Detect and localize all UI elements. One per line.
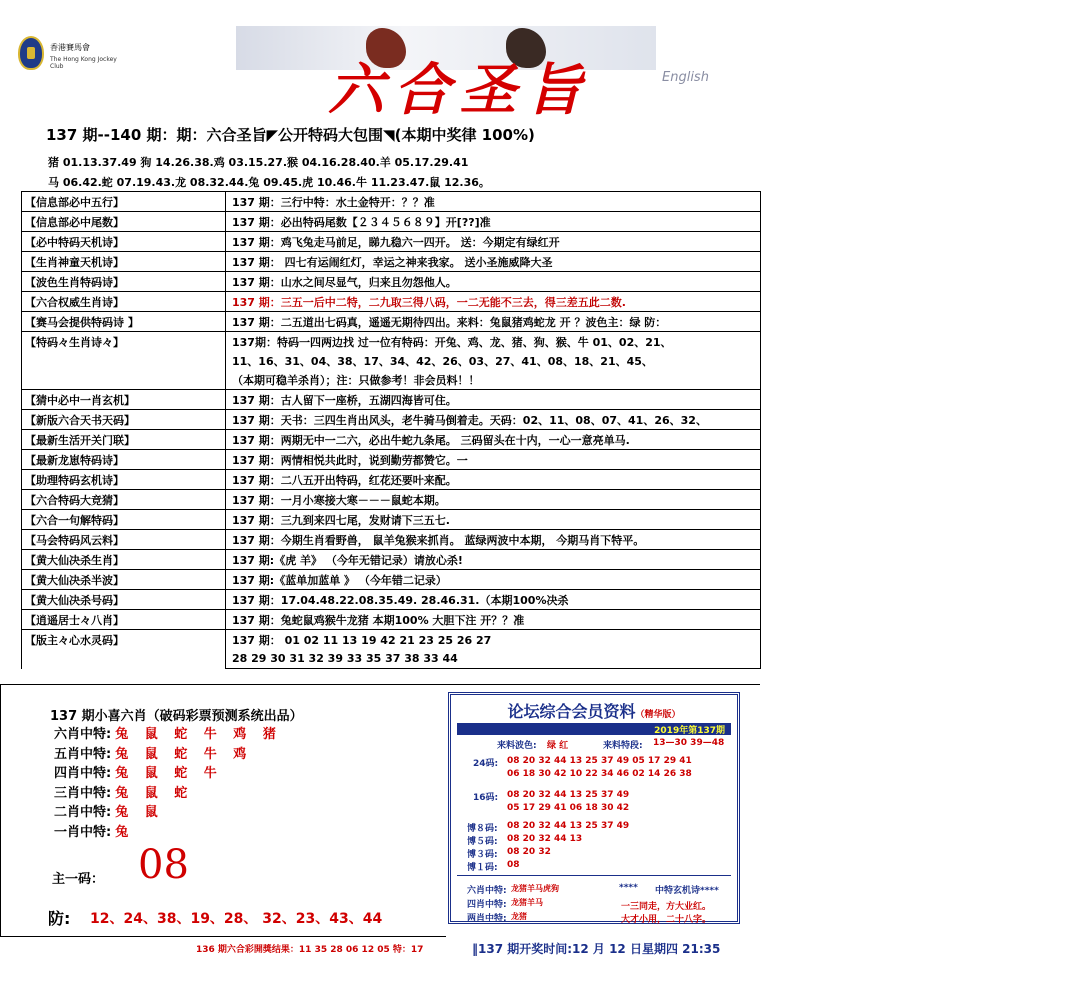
six-zodiac-title: 137 期小喜六肖（破码彩票预测系统出品） (50, 709, 303, 724)
table-row (22, 272, 761, 292)
table-row (22, 410, 761, 430)
four-zodiac-value: 龙猪羊马 (511, 898, 543, 907)
page-headline: 137 期--140 期：期：六合圣旨◤公开特码大包围◥(本期中奖律 100%) (46, 126, 535, 144)
color-label: 来料波色: (497, 741, 537, 751)
row-label: 【生肖神童天机诗】 (22, 252, 226, 272)
row-label: 【波色生肖特码诗】 (22, 272, 226, 292)
row-value: 137 期：两期无中一二六，必出牛蛇九条尾。 三码留头在十内，一心一意亮单马. (226, 430, 761, 450)
table-row (22, 550, 761, 570)
zodiac-prediction-label: 一肖中特: (54, 824, 112, 840)
banner (236, 26, 656, 123)
color-value: 绿 红 (547, 741, 569, 751)
section-left-border (0, 684, 1, 937)
zodiac-prediction-value: 兔 鼠 蛇 牛 鸡 猪 (115, 727, 282, 742)
two-zodiac-label: 两肖中特: (467, 914, 507, 924)
zodiac-prediction-value: 兔 鼠 蛇 (115, 785, 194, 801)
row-value: 137 期:《虎 羊》 （今年无错记录）请放心杀! (226, 550, 761, 570)
row-value: 137 期：鸡飞兔走马前足，睇九稳六一四开。 送：今期定有绿红开 (226, 232, 761, 252)
logo-english-name: The Hong Kong Jockey Club (50, 56, 117, 70)
table-row (22, 649, 761, 669)
row-label: 【信息部必中五行】 (22, 192, 226, 212)
bet1-codes: 08 (507, 860, 520, 870)
row-value: 137 期：17.04.48.22.08.35.49. 28.46.31.（本期100%决杀 (226, 590, 761, 610)
table-row (22, 570, 761, 590)
table-row (22, 232, 761, 252)
table-row (22, 630, 761, 650)
row-label: 【六合特码大竞猜】 (22, 490, 226, 510)
english-link[interactable]: English (662, 70, 709, 85)
table-row (22, 430, 761, 450)
zodiac-prediction-value: 兔 鼠 蛇 牛 (115, 766, 223, 781)
forum-title-sub: （精华版） (635, 710, 681, 720)
table-row (22, 390, 761, 410)
table-row (22, 610, 761, 630)
jockey-club-badge-icon (18, 36, 44, 70)
row-label: 【最新生活开关门联】 (22, 430, 226, 450)
row-value: 137 期： 01 02 11 13 19 42 21 23 25 26 27 (226, 630, 761, 650)
bet3-label: 博３码: (467, 850, 498, 860)
row-value: 137 期：今期生肖看野兽， 鼠羊兔猴来抓肖。 蓝绿两波中本期， 今期马肖下特平。 (226, 530, 761, 550)
row-label: 【六合权威生肖诗】 (22, 292, 226, 312)
zodiac-prediction-row (54, 723, 282, 742)
prediction-table (21, 191, 761, 669)
codes24-label: 24码: (473, 759, 499, 769)
table-row (22, 192, 761, 212)
zodiac-prediction-row (54, 743, 252, 762)
row-label: 【助理特码玄机诗】 (22, 470, 226, 490)
zodiac-prediction-label: 五肖中特: (54, 746, 112, 762)
table-row (22, 530, 761, 550)
table-row (22, 252, 761, 272)
bet5-label: 博５码: (467, 837, 498, 847)
table-row (22, 510, 761, 530)
row-value: 137 期：三九到来四七尾，发财请下三五七. (226, 510, 761, 530)
table-row (22, 312, 761, 332)
main-code: 08 (138, 842, 189, 888)
zodiac-numbers-line-1: 猪 01.13.37.49 狗 14.26.38.鸡 03.15.27.猴 04.16.28.40.羊 05.17.29.41 (48, 156, 469, 169)
draw-time: ‖137 期开奖时间:12 月 12 日星期四 21:35 (472, 942, 721, 956)
bet8-codes: 08 20 32 44 13 25 37 49 (507, 821, 630, 831)
bet3-codes: 08 20 32 (507, 847, 551, 857)
table-row (22, 332, 761, 352)
zodiac-prediction-value: 兔 (115, 824, 135, 840)
four-zodiac-label: 四肖中特: (467, 900, 507, 910)
defense-label: 防: (48, 909, 71, 928)
six-zodiac-value: 龙猪羊马虎狗 (511, 884, 559, 893)
row-value: 137 期：一月小寒接大寒－－－鼠蛇本期。 (226, 490, 761, 510)
codes16-label: 16码: (473, 793, 499, 803)
row-label: 【逍遥居士々八肖】 (22, 610, 226, 630)
row-value: 137 期：两情相悦共此时，说到勤劳都赞它。一 (226, 450, 761, 470)
row-label: 【信息部必中尾数】 (22, 212, 226, 232)
bet1-label: 博１码: (467, 863, 498, 873)
zodiac-prediction-label: 四肖中特: (54, 766, 112, 781)
row-label (22, 370, 226, 390)
row-value: 11、16、31、04、38、17、34、42、26、03、27、41、08、18、21、45、 (226, 351, 761, 370)
logo-chinese-name: 香港賽馬會 (50, 43, 90, 52)
codes24-row-1: 08 20 32 44 13 25 37 49 05 17 29 41 (507, 756, 692, 766)
section-divider (0, 684, 760, 685)
zodiac-prediction-row (54, 762, 223, 781)
table-row (22, 292, 761, 312)
zodiac-prediction-label: 三肖中特: (54, 785, 112, 801)
row-value: 137 期：三五一后中二特，二九取三得八码，一二无能不三去，得三差五此二数. (226, 292, 761, 312)
row-label (22, 649, 226, 669)
row-label: 【黄大仙决杀号码】 (22, 590, 226, 610)
stars-decoration: **** (619, 883, 638, 893)
defense-numbers: 12、24、38、19、28、 32、23、43、44 (90, 911, 383, 927)
zodiac-prediction-row (54, 821, 134, 840)
poem-line-1: 一三同走，方大业红。 (621, 902, 712, 912)
row-label: 【特码々生肖诗々】 (22, 332, 226, 352)
segment-label: 来料特段: (603, 741, 643, 751)
table-row (22, 450, 761, 470)
row-label: 【马会特码风云料】 (22, 530, 226, 550)
row-label: 【猜中必中一肖玄机】 (22, 390, 226, 410)
bet5-codes: 08 20 32 44 13 (507, 834, 583, 844)
row-label: 【版主々心水灵码】 (22, 630, 226, 650)
row-label: 【六合一句解特码】 (22, 510, 226, 530)
row-label: 【新版六合天书天码】 (22, 410, 226, 430)
table-row (22, 590, 761, 610)
table-row (22, 370, 761, 390)
forum-member-box (448, 692, 740, 924)
zodiac-prediction-row (54, 801, 164, 820)
forum-issue-bar (457, 723, 731, 735)
poem-line-2: 大才小用，二十八字。 (621, 915, 712, 925)
row-value: 137 期：二八五开出特码，红花还要叶来配。 (226, 470, 761, 490)
row-label (22, 351, 226, 370)
row-label: 【必中特码天机诗】 (22, 232, 226, 252)
row-value: （本期可稳羊杀肖）；注：只做参考！非会员料！！ (226, 370, 761, 390)
row-value: 137 期:《蓝单加蓝单 》 （今年错二记录） (226, 570, 761, 590)
table-row (22, 351, 761, 370)
section-bottom-border (0, 936, 446, 937)
jockey-club-logo (18, 34, 128, 74)
previous-result: 136 期六合彩開獎结果：11 35 28 06 12 05 特：17 (196, 945, 424, 955)
row-label: 【赛马会提供特码诗 】 (22, 312, 226, 332)
row-value: 137 期：天书：三四生肖出风头，老牛骑马倒着走。天码：02、11、08、07、41、26、32、 (226, 410, 761, 430)
zodiac-prediction-value: 兔 鼠 (115, 805, 164, 820)
segment-value: 13—30 39—48 (653, 738, 725, 748)
poem-title: 中特玄机诗**** (655, 886, 719, 896)
row-value: 137 期：二五道出七码真，遥遥无期待四出。来料：兔鼠猪鸡蛇龙 开 ？波色主：绿 防： (226, 312, 761, 332)
zodiac-prediction-value: 兔 鼠 蛇 牛 鸡 (115, 746, 253, 762)
table-row (22, 212, 761, 232)
table-row (22, 490, 761, 510)
forum-divider (457, 875, 731, 876)
six-zodiac-label: 六肖中特: (467, 886, 507, 896)
row-value: 28 29 30 31 32 39 33 35 37 38 33 44 (226, 649, 761, 669)
codes16-row-1: 08 20 32 44 13 25 37 49 (507, 790, 630, 800)
forum-title-text: 论坛综合会员资料 (507, 702, 636, 721)
row-label: 【黄大仙决杀半波】 (22, 570, 226, 590)
two-zodiac-value: 龙猪 (511, 912, 527, 921)
codes24-row-2: 06 18 30 42 10 22 34 46 02 14 26 38 (507, 769, 692, 779)
row-label: 【黄大仙决杀生肖】 (22, 550, 226, 570)
main-code-label: 主一码： (52, 872, 105, 887)
forum-issue-label: 2019年第137期 (654, 726, 725, 736)
row-value: 137期：特码一四两边找 过一位有特码：开兔、鸡、龙、猪、狗、猴、牛 01、02、21、 (226, 332, 761, 352)
row-value: 137 期：古人留下一座桥，五湖四海皆可住。 (226, 390, 761, 410)
row-value: 137 期：兔蛇鼠鸡猴牛龙猪 本期100% 大胆下注 开？？准 (226, 610, 761, 630)
banner-title: 六合圣旨 (328, 57, 592, 123)
zodiac-prediction-label: 二肖中特: (54, 805, 112, 820)
bet8-label: 博８码: (467, 824, 498, 834)
row-value: 137 期：三行中特：水土金特开：？？准 (226, 192, 761, 212)
zodiac-prediction-row (54, 782, 193, 801)
table-row (22, 470, 761, 490)
row-value: 137 期：山水之间尽显气，归来且勿怨他人。 (226, 272, 761, 292)
row-value: 137 期：必出特码尾数【２３４５６８９】开[??]准 (226, 212, 761, 232)
forum-box-title (451, 699, 737, 722)
codes16-row-2: 05 17 29 41 06 18 30 42 (507, 803, 630, 813)
zodiac-prediction-label: 六肖中特: (54, 727, 112, 742)
row-value: 137 期： 四七有运闹红灯，幸运之神来我家。 送小圣施威降大圣 (226, 252, 761, 272)
zodiac-numbers-line-2: 马 06.42.蛇 07.19.43.龙 08.32.44.兔 09.45.虎 10.46.牛 11.23.47.鼠 12.36。 (48, 176, 490, 189)
row-label: 【最新龙崽特码诗】 (22, 450, 226, 470)
